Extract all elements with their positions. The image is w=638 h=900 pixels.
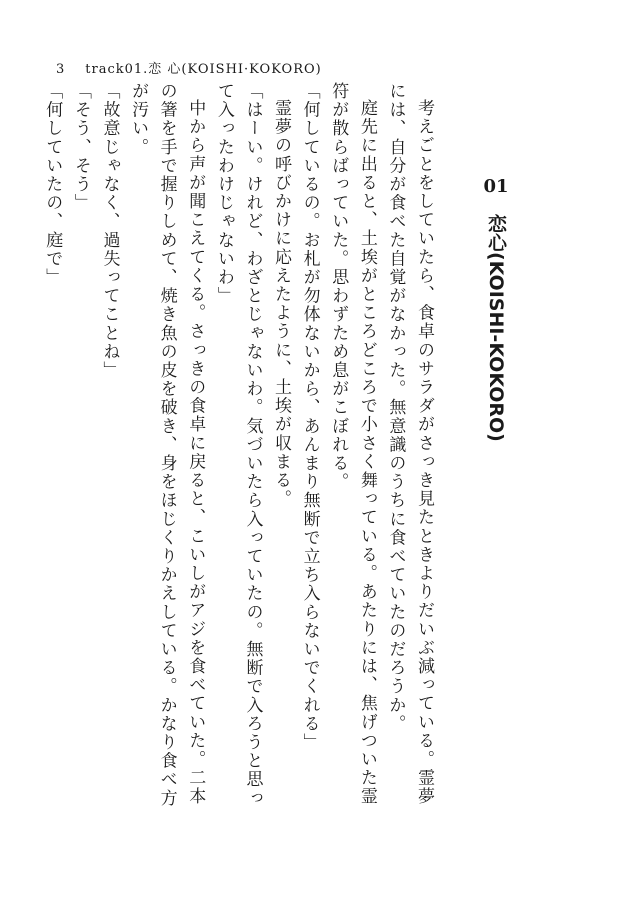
body-text [42, 82, 438, 824]
dialogue-line: 「何していたの、庭で」 [42, 82, 63, 287]
chapter-number: 01 [483, 176, 509, 197]
paragraph: 霊夢の呼びかけに応えたように、土埃が収まる。 [271, 99, 292, 509]
page-number: 3 [56, 62, 66, 77]
dialogue-line: 「何しているの。お札が勿体ないから、あんまり無断で立ち入らないでくれる」 [299, 82, 320, 752]
paragraph: 中から声が聞こえてくる。さっきの食卓に戻ると、こいしがアジを食べていた。二本の箸を手で握りしめて、焼き魚の皮を破き、身をほじくりかえしている。かなり食べ方が汚い。 [128, 82, 206, 808]
dialogue-line: 「故意じゃなく、過失ってことね」 [99, 82, 120, 380]
dialogue-line: 「はーい。けれど、わざとじゃないわ。気づいたら入っていたの。無断で入ろうと思って入ったわけじゃないわ」 [213, 82, 263, 808]
paragraph: 考えごとをしていたら、食卓のサラダがさっき見たときよりだいぶ減っている。霊夢には、自分が食べた自覚がなかった。無意識のうちに食べていたのだろうか。 [385, 82, 434, 806]
running-title: track01.恋 心(KOISHI·KOKORO) [85, 62, 322, 77]
chapter-title: 恋心(KOISHI-KOKORO) [485, 214, 507, 442]
paragraph: 庭先に出ると、土埃がところどころで小さく舞っている。あたりには、焦げついた霊符が散らばっていた。思わずため息がこぼれる。 [328, 82, 377, 806]
dialogue-line: 「そう、そう」 [70, 82, 91, 213]
running-header [56, 58, 322, 77]
